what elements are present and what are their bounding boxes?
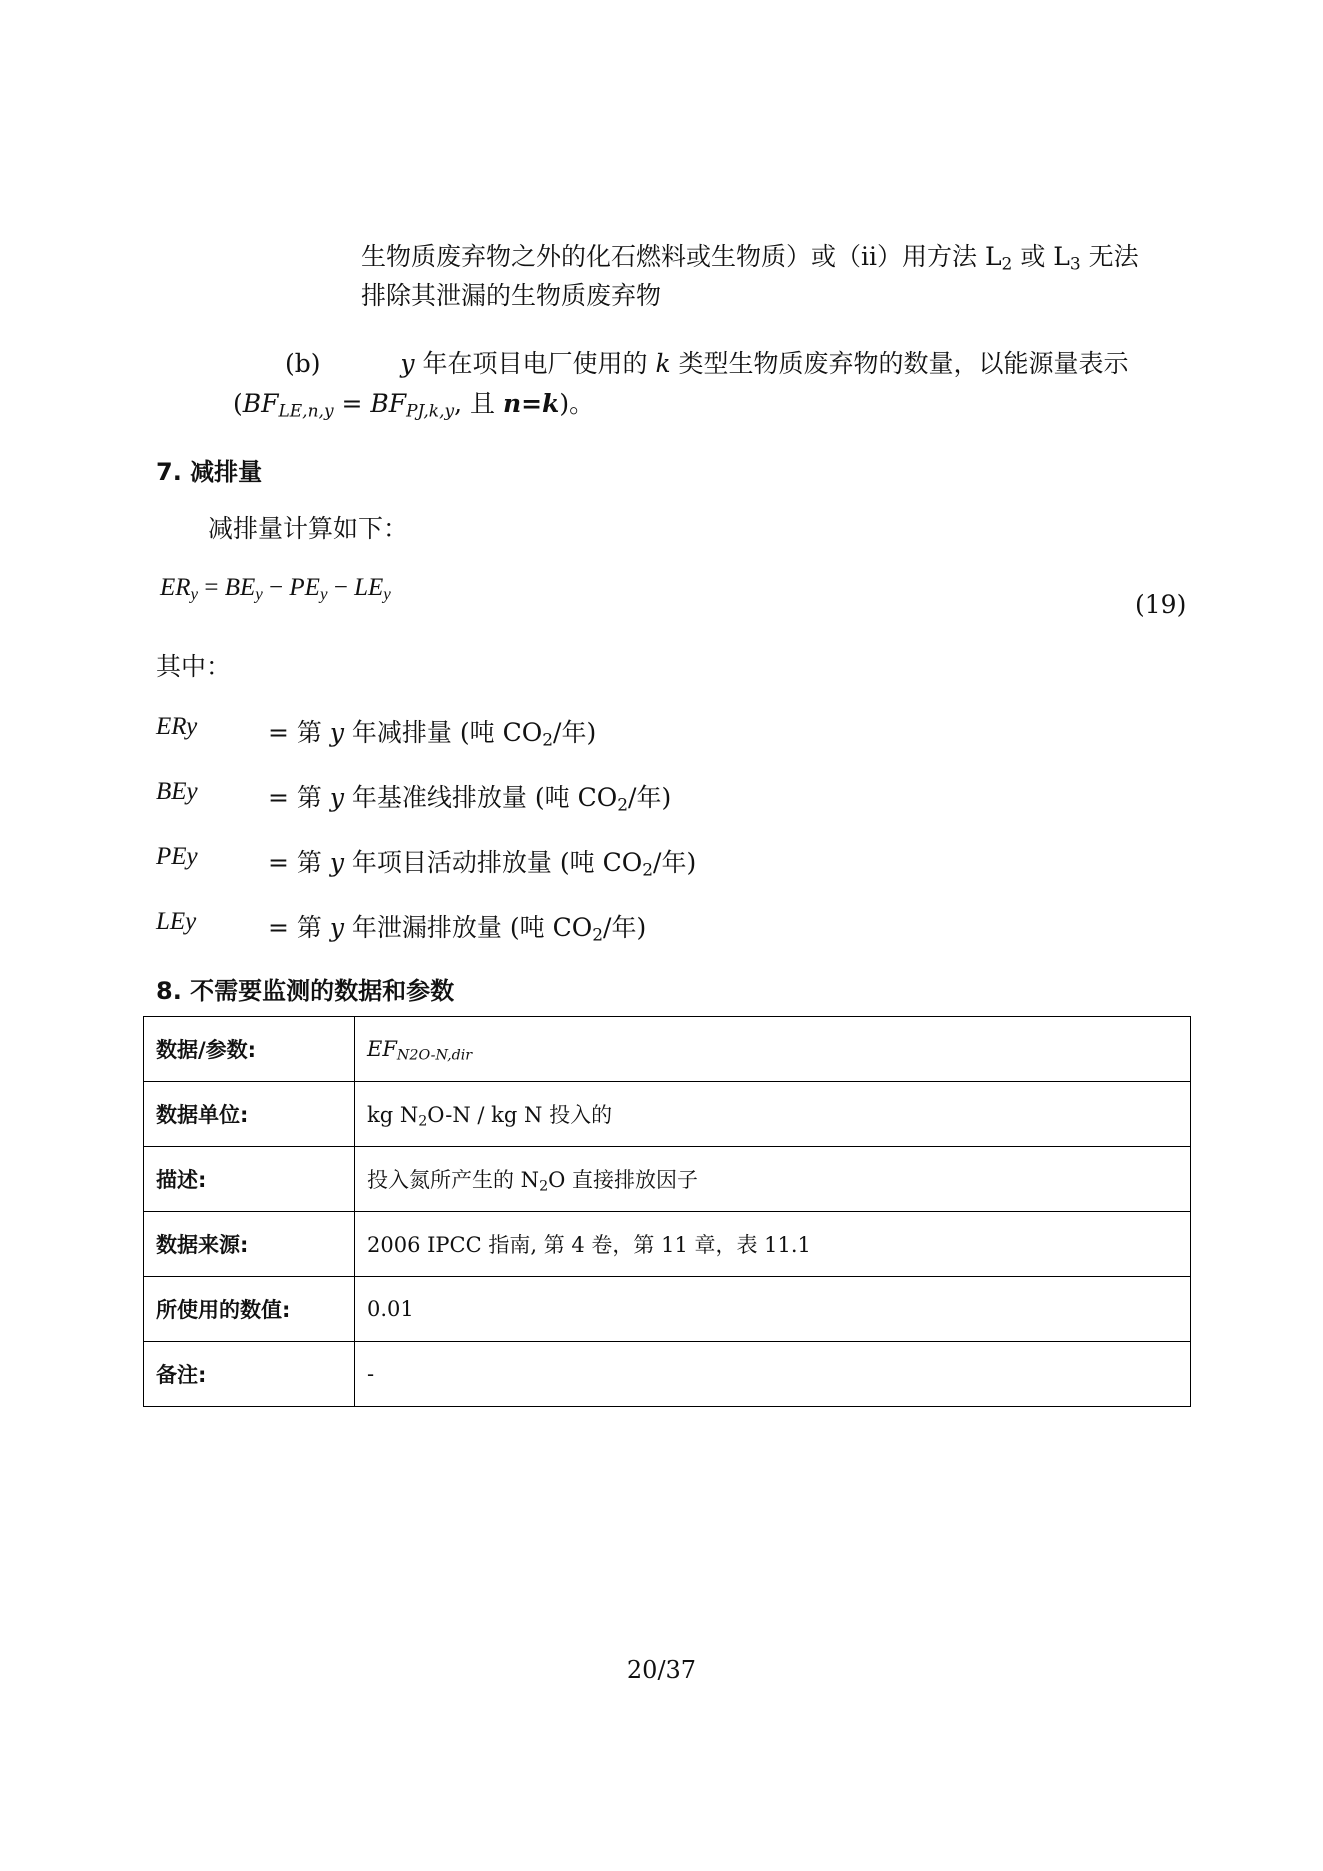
definition-le-text: = 第 y 年泄漏排放量 (吨 $CO_2/$年) xyxy=(268,913,647,946)
row-label: 数据来源: xyxy=(144,1212,355,1277)
row-label: 所使用的数值: xyxy=(144,1277,355,1342)
row-value: $EF_{N2O-N,dir}$ xyxy=(355,1017,1191,1082)
section-7-heading: 7. 减排量 xyxy=(156,458,263,486)
row-value: - xyxy=(355,1342,1191,1407)
intro-line-1: 生物质废弃物之外的化石燃料或生物质）或（ii）用方法 $L_2$ 或 $L_3$ 无法 xyxy=(361,242,1139,275)
definition-er: ERy xyxy=(156,713,198,740)
intro-line-2: 排除其泄漏的生物质废弃物 xyxy=(361,281,662,310)
row-label: 数据/参数: xyxy=(144,1017,355,1082)
table-row xyxy=(144,1082,1191,1147)
item-b-line-2: ($BF_{LE,n,y} = BF_{PJ,k,y}$, 且 n=k)。 xyxy=(233,389,595,422)
definition-be: BEy xyxy=(156,778,198,805)
table-row xyxy=(144,1017,1191,1082)
definition-le: LEy xyxy=(156,908,197,935)
parameters-table xyxy=(143,1016,1191,1407)
item-b-line-1: (b) y 年在项目电厂使用的 k 类型生物质废弃物的数量，以能源量表示 xyxy=(285,349,1129,378)
definition-be-text: = 第 y 年基准线排放量 (吨 $CO_2/$年) xyxy=(268,783,672,816)
table-row xyxy=(144,1342,1191,1407)
row-label: 数据单位: xyxy=(144,1082,355,1147)
table-row xyxy=(144,1212,1191,1277)
row-value: 2006 IPCC 指南, 第 4 卷，第 11 章，表 11.1 xyxy=(355,1212,1191,1277)
definition-er-text: = 第 y 年减排量 (吨 $CO_2/$年) xyxy=(268,718,597,751)
equation-19: $ER_y = BE_y - PE_y - LE_y$ xyxy=(160,574,391,604)
definition-pe: PEy xyxy=(156,843,198,870)
equation-number: (19) xyxy=(1135,590,1187,619)
row-value: kg $N_2O-N$ / kg N 投入的 xyxy=(355,1082,1191,1147)
section-7-intro: 减排量计算如下： xyxy=(208,514,409,543)
row-label: 描述: xyxy=(144,1147,355,1212)
page-number: 20/37 xyxy=(626,1656,697,1684)
item-b-marker: (b) xyxy=(285,349,321,378)
section-8-heading: 8. 不需要监测的数据和参数 xyxy=(156,977,455,1005)
table-row xyxy=(144,1147,1191,1212)
row-label: 备注: xyxy=(144,1342,355,1407)
table-row xyxy=(144,1277,1191,1342)
row-value: 投入氮所产生的 $N_2O$ 直接排放因子 xyxy=(355,1147,1191,1212)
where-label: 其中： xyxy=(156,652,232,681)
definition-pe-text: = 第 y 年项目活动排放量 (吨 $CO_2/$年) xyxy=(268,848,697,881)
row-value: 0.01 xyxy=(355,1277,1191,1342)
